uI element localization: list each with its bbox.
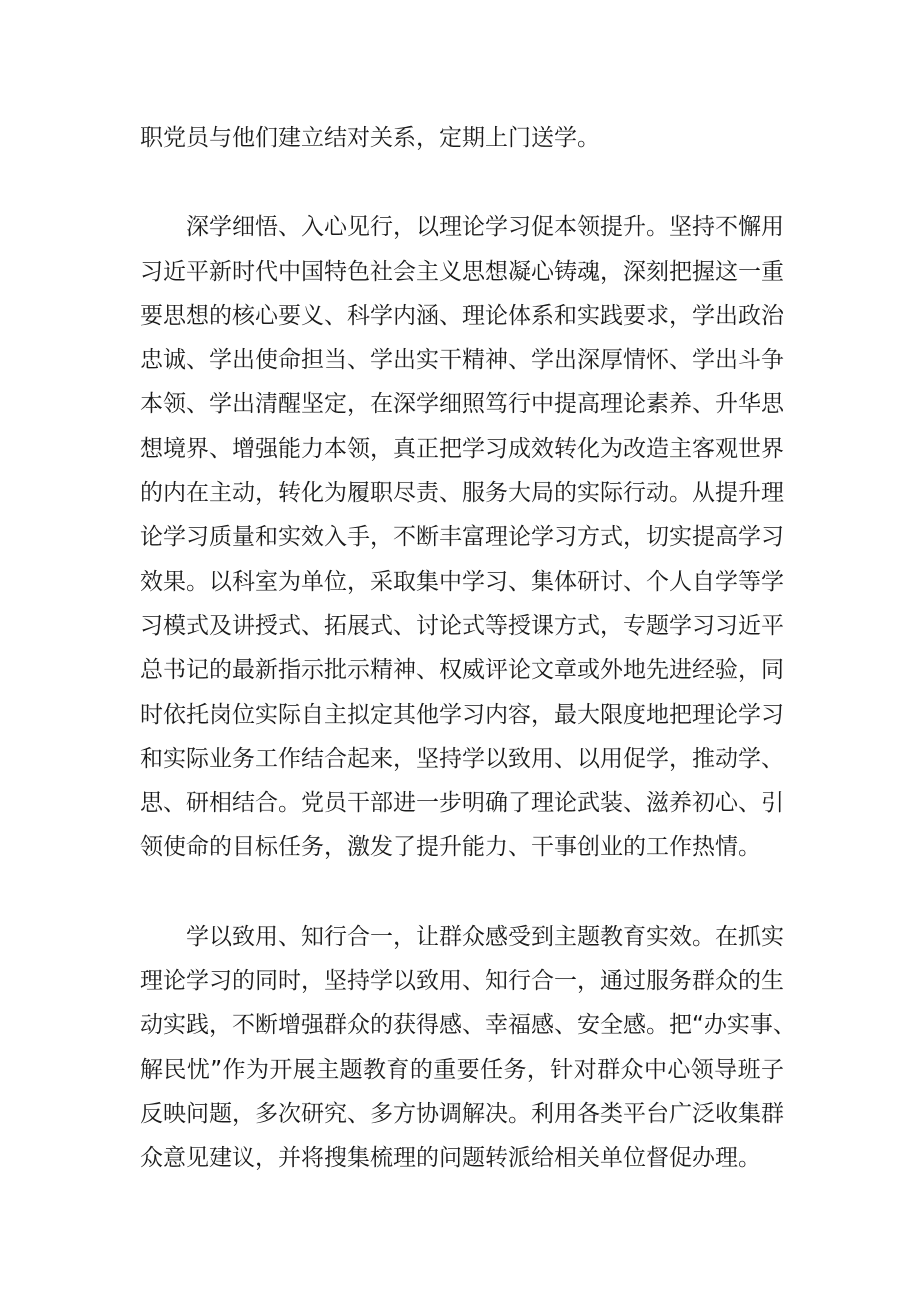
text-line: 要思想的核心要义、科学内涵、理论体系和实践要求，学出政治: [140, 302, 784, 329]
text-line: 动实践，不断增强群众的获得感、幸福感、安全感。把“办实事、: [140, 1012, 796, 1039]
text-line: 本领、学出清醒坚定，在深学细照笃行中提高理论素养、升华思: [140, 391, 784, 418]
document-body: [140, 116, 796, 1181]
text-line: 领使命的目标任务，激发了提升能力、干事创业的工作热情。: [140, 834, 761, 861]
paragraph-continuation: [140, 116, 784, 160]
text-line: 习近平新时代中国特色社会主义思想凝心铸魂，深刻把握这一重: [140, 258, 784, 285]
text-line: 学以致用、知行合一，让群众感受到主题教育实效。在抓实: [186, 923, 784, 950]
text-line: 总书记的最新指示批示精神、权威评论文章或外地先进经验，同: [140, 657, 784, 684]
text-line: 深学细悟、入心见行，以理论学习促本领提升。坚持不懈用: [186, 214, 784, 241]
paragraph-gap: [140, 160, 784, 205]
text-line: 的内在主动，转化为履职尽责、服务大局的实际行动。从提升理: [140, 480, 784, 507]
paragraph-gap: [140, 870, 784, 915]
text-line: 时依托岗位实际自主拟定其他学习内容，最大限度地把理论学习: [140, 701, 784, 728]
text-line: 众意见建议，并将搜集梳理的问题转派给相关单位督促办理。: [140, 1145, 761, 1172]
text-line: 和实际业务工作结合起来，坚持学以致用、以用促学，推动学、: [140, 745, 784, 772]
text-line: 论学习质量和实效入手，不断丰富理论学习方式，切实提高学习: [140, 524, 784, 551]
paragraph-practice: [140, 915, 796, 1181]
paragraph-theory-study: [140, 205, 784, 869]
text-line: 习模式及讲授式、拓展式、讨论式等授课方式，专题学习习近平: [140, 612, 784, 639]
text-line: 职党员与他们建立结对关系，定期上门送学。: [140, 125, 600, 151]
text-line: 反映问题，多次研究、多方协调解决。利用各类平台广泛收集群: [140, 1100, 784, 1127]
text-line: 忠诚、学出使命担当、学出实干精神、学出深厚情怀、学出斗争: [140, 347, 784, 374]
text-line: 效果。以科室为单位，采取集中学习、集体研讨、个人自学等学: [140, 568, 784, 595]
text-line: 想境界、增强能力本领，真正把学习成效转化为改造主客观世界: [140, 435, 784, 462]
text-line: 解民忧”作为开展主题教育的重要任务，针对群众中心领导班子: [140, 1056, 784, 1083]
text-line: 理论学习的同时，坚持学以致用、知行合一，通过服务群众的生: [140, 968, 784, 995]
text-line: 思、研相结合。党员干部进一步明确了理论武装、滋养初心、引: [140, 790, 784, 817]
